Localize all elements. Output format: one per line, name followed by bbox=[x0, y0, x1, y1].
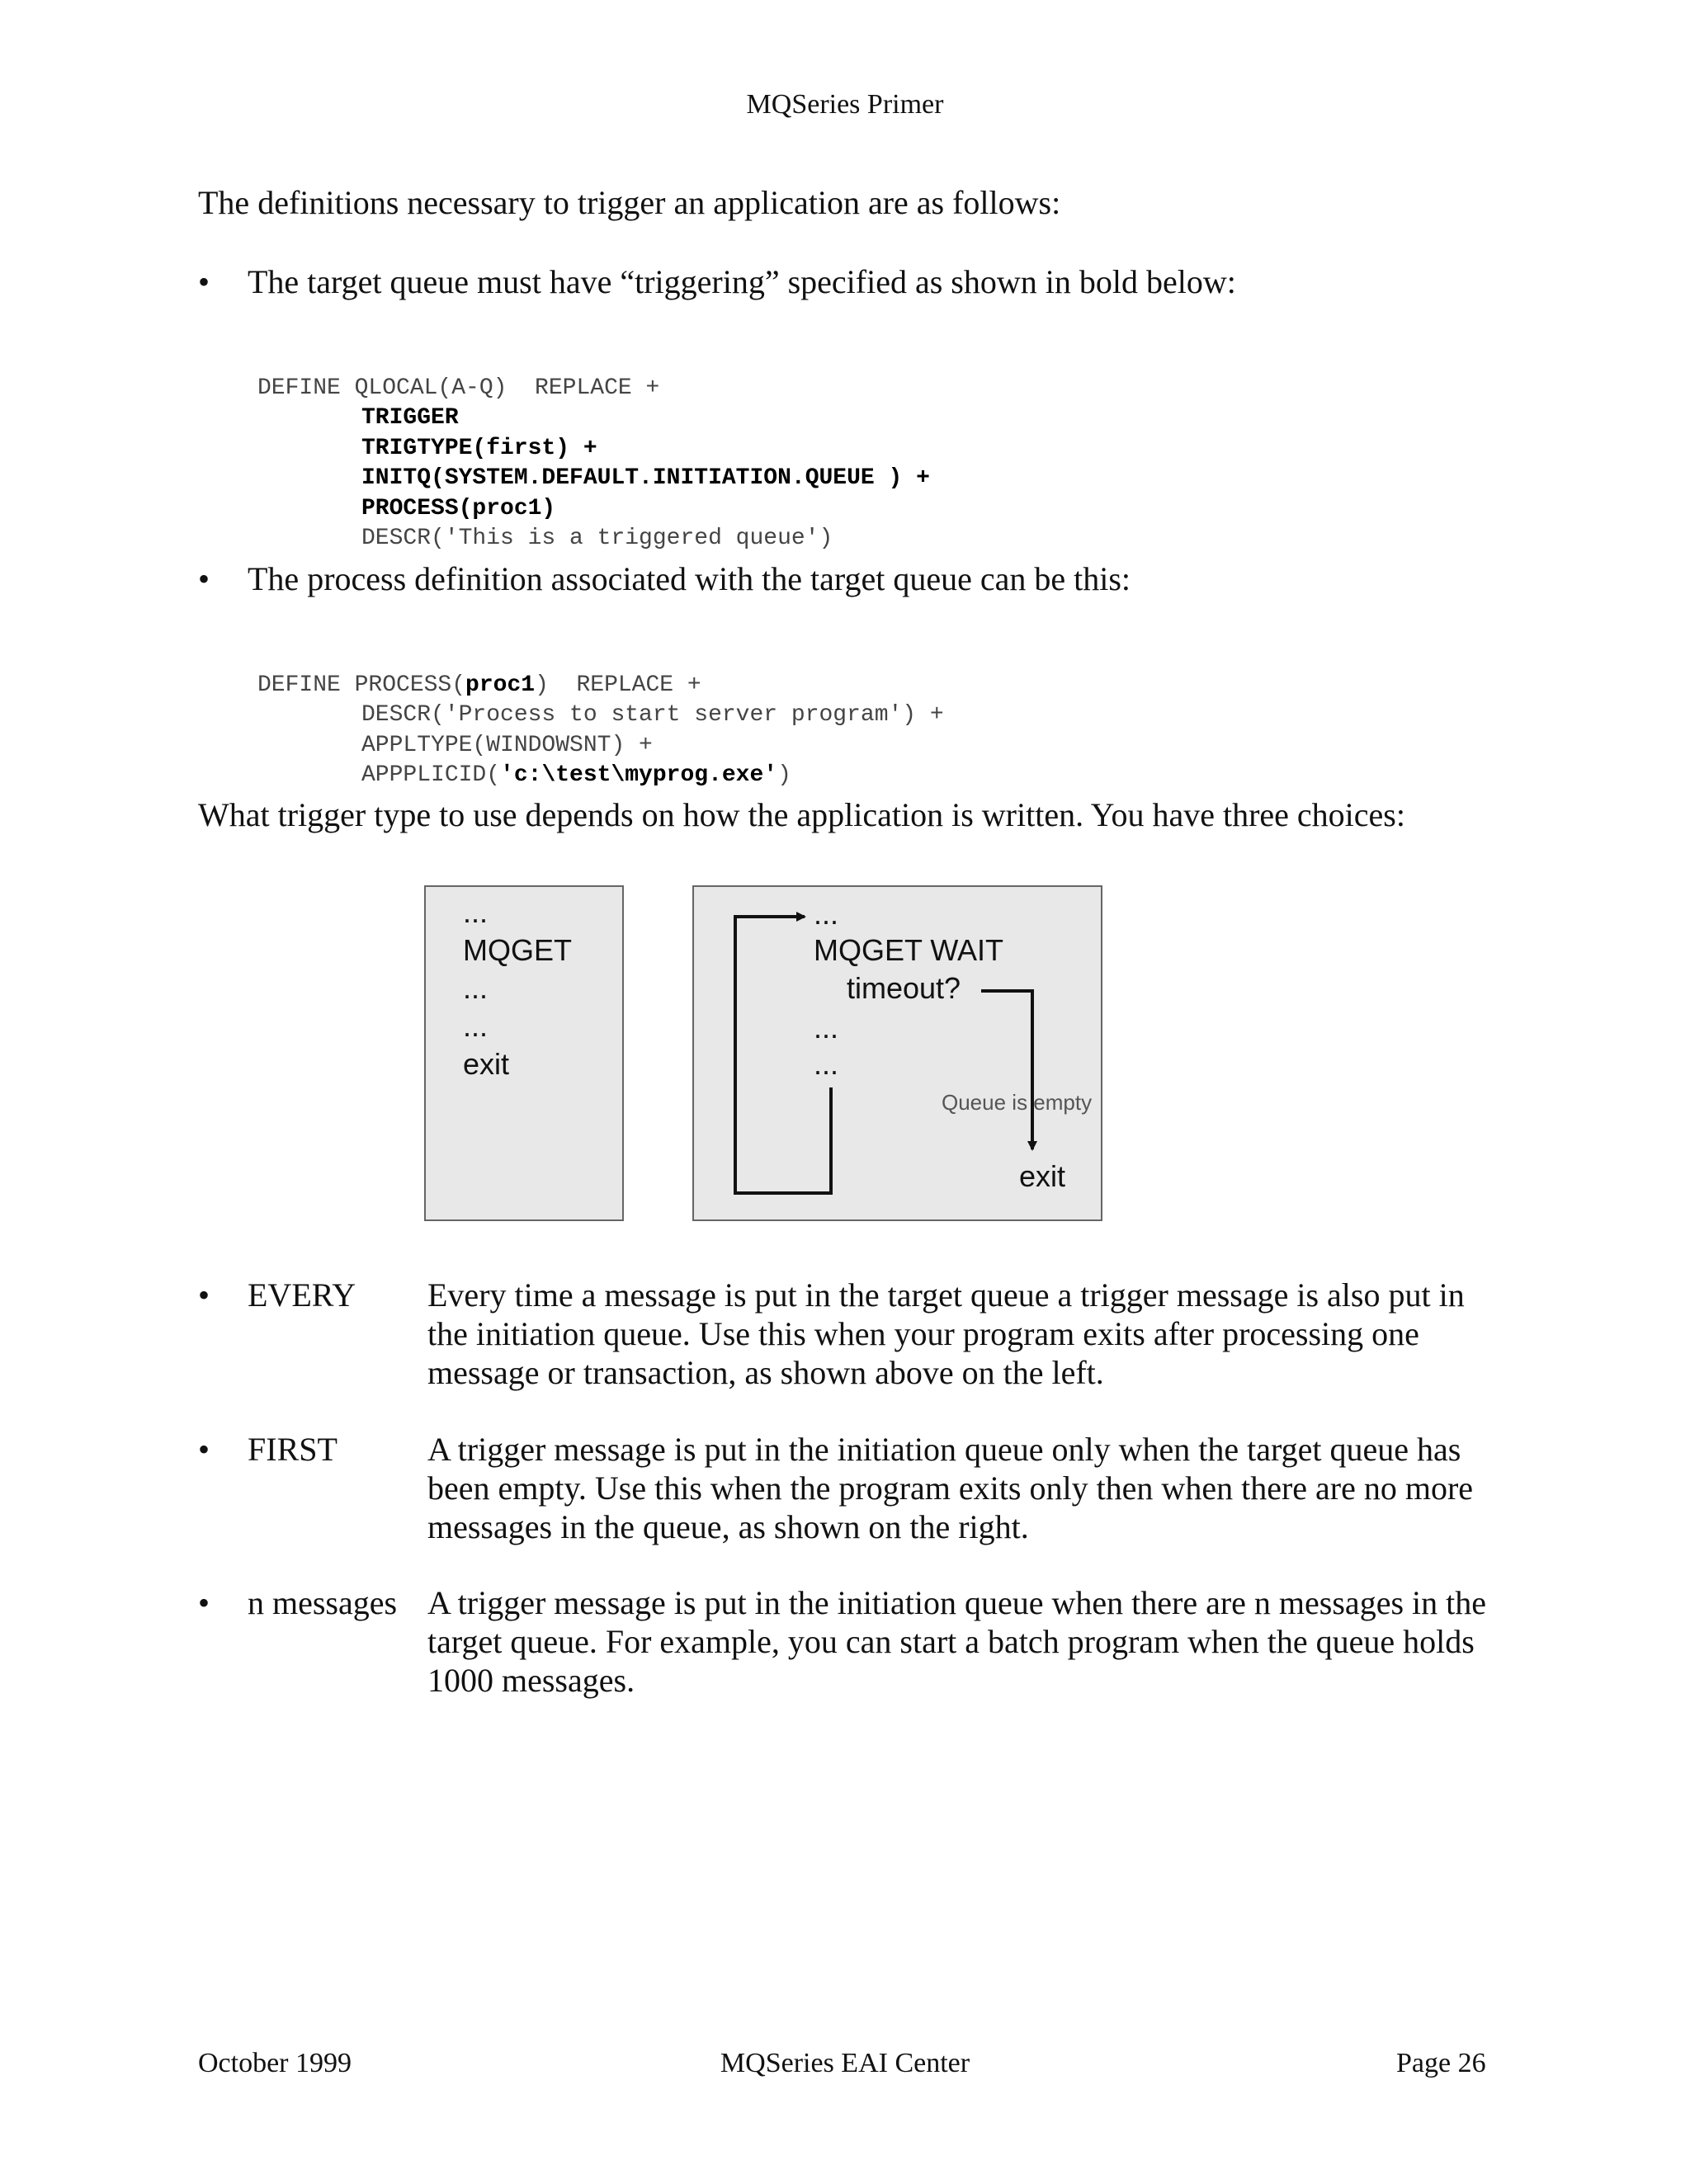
bullet-symbol: • bbox=[198, 1584, 210, 1621]
code-line: DESCR('Process to start server program') + bbox=[361, 702, 944, 728]
diagram-arrows bbox=[692, 885, 1102, 1221]
bullet-symbol: • bbox=[198, 1276, 210, 1314]
diagram-every-box bbox=[424, 885, 624, 1221]
definition-body-first: A trigger message is put in the initiation queue only when the target queue has been empty. Use this when the program exits only then when there are no more messages in the queue, as shown on the right. bbox=[427, 1431, 1474, 1545]
code-line-bold: TRIGTYPE(first) + bbox=[361, 435, 597, 461]
code-line: APPLTYPE(WINDOWSNT) + bbox=[361, 732, 653, 758]
diagram-dots: ... bbox=[814, 1047, 839, 1081]
page-header: MQSeries Primer bbox=[746, 89, 944, 120]
diagram-timeout: timeout? bbox=[847, 971, 961, 1005]
timeout-arrow bbox=[981, 991, 1032, 1149]
diagram-dots: ... bbox=[814, 897, 839, 931]
code-line: ) bbox=[777, 762, 791, 788]
definition-body-every: Every time a message is put in the target queue a trigger message is also put in the initiation queue. Use this when your program exits after processing one message or transaction, as shown above on the left. bbox=[427, 1276, 1465, 1391]
diagram-line: MQGET bbox=[463, 933, 572, 967]
bullet-symbol: • bbox=[198, 263, 210, 300]
code-block-process bbox=[257, 640, 944, 791]
footer-page-number: Page 26 bbox=[1396, 2048, 1486, 2078]
diagram-first-box bbox=[692, 885, 1102, 1221]
diagram-dots: ... bbox=[814, 1011, 839, 1045]
footer-center: MQSeries EAI Center bbox=[720, 2048, 970, 2078]
diagram-exit: exit bbox=[1019, 1159, 1066, 1193]
intro-paragraph: The definitions necessary to trigger an application are as follows: bbox=[198, 184, 1061, 221]
diagram-line: ... bbox=[463, 971, 489, 1005]
footer-date: October 1999 bbox=[198, 2048, 352, 2078]
trigger-intro-paragraph: What trigger type to use depends on how the application is written. You have three choices: bbox=[198, 796, 1405, 833]
definition-body-n-messages: A trigger message is put in the initiation queue when there are n messages in the target queue. For example, you can start a batch program when the queue holds 1000 messages. bbox=[427, 1584, 1486, 1699]
diagram-line: ... bbox=[463, 1009, 489, 1043]
bullet-text: The target queue must have “triggering” specified as shown in bold below: bbox=[248, 263, 1236, 300]
code-line-bold: 'c:\test\myprog.exe' bbox=[500, 762, 778, 788]
code-block-qlocal bbox=[257, 343, 930, 554]
bullet-symbol: • bbox=[198, 1431, 210, 1468]
code-line-bold: proc1 bbox=[465, 672, 536, 698]
diagram-line: ... bbox=[463, 895, 489, 929]
definition-term-every: EVERY bbox=[248, 1276, 356, 1314]
code-line: ) REPLACE + bbox=[535, 672, 701, 698]
diagram-line: exit bbox=[463, 1047, 510, 1081]
diagram-mqget-wait: MQGET WAIT bbox=[814, 933, 1003, 967]
definition-term-first: FIRST bbox=[248, 1431, 338, 1468]
code-line: APPPLICID( bbox=[361, 762, 501, 788]
code-line: DESCR('This is a triggered queue') bbox=[361, 526, 833, 551]
code-line-bold: TRIGGER bbox=[361, 405, 459, 431]
definition-term-n-messages: n messages bbox=[248, 1584, 398, 1621]
bullet-symbol: • bbox=[198, 560, 210, 597]
code-line-bold: PROCESS(proc1) bbox=[361, 495, 556, 521]
diagram-queue-empty-label: Queue is empty bbox=[942, 1090, 1093, 1115]
loop-arrow bbox=[735, 917, 831, 1193]
code-line: DEFINE QLOCAL(A-Q) REPLACE + bbox=[257, 375, 660, 401]
bullet-text: The process definition associated with the target queue can be this: bbox=[248, 560, 1131, 597]
code-line-bold: INITQ(SYSTEM.DEFAULT.INITIATION.QUEUE ) + bbox=[361, 465, 930, 491]
diagram-every-code bbox=[463, 894, 572, 1083]
code-line: DEFINE PROCESS( bbox=[257, 672, 466, 698]
